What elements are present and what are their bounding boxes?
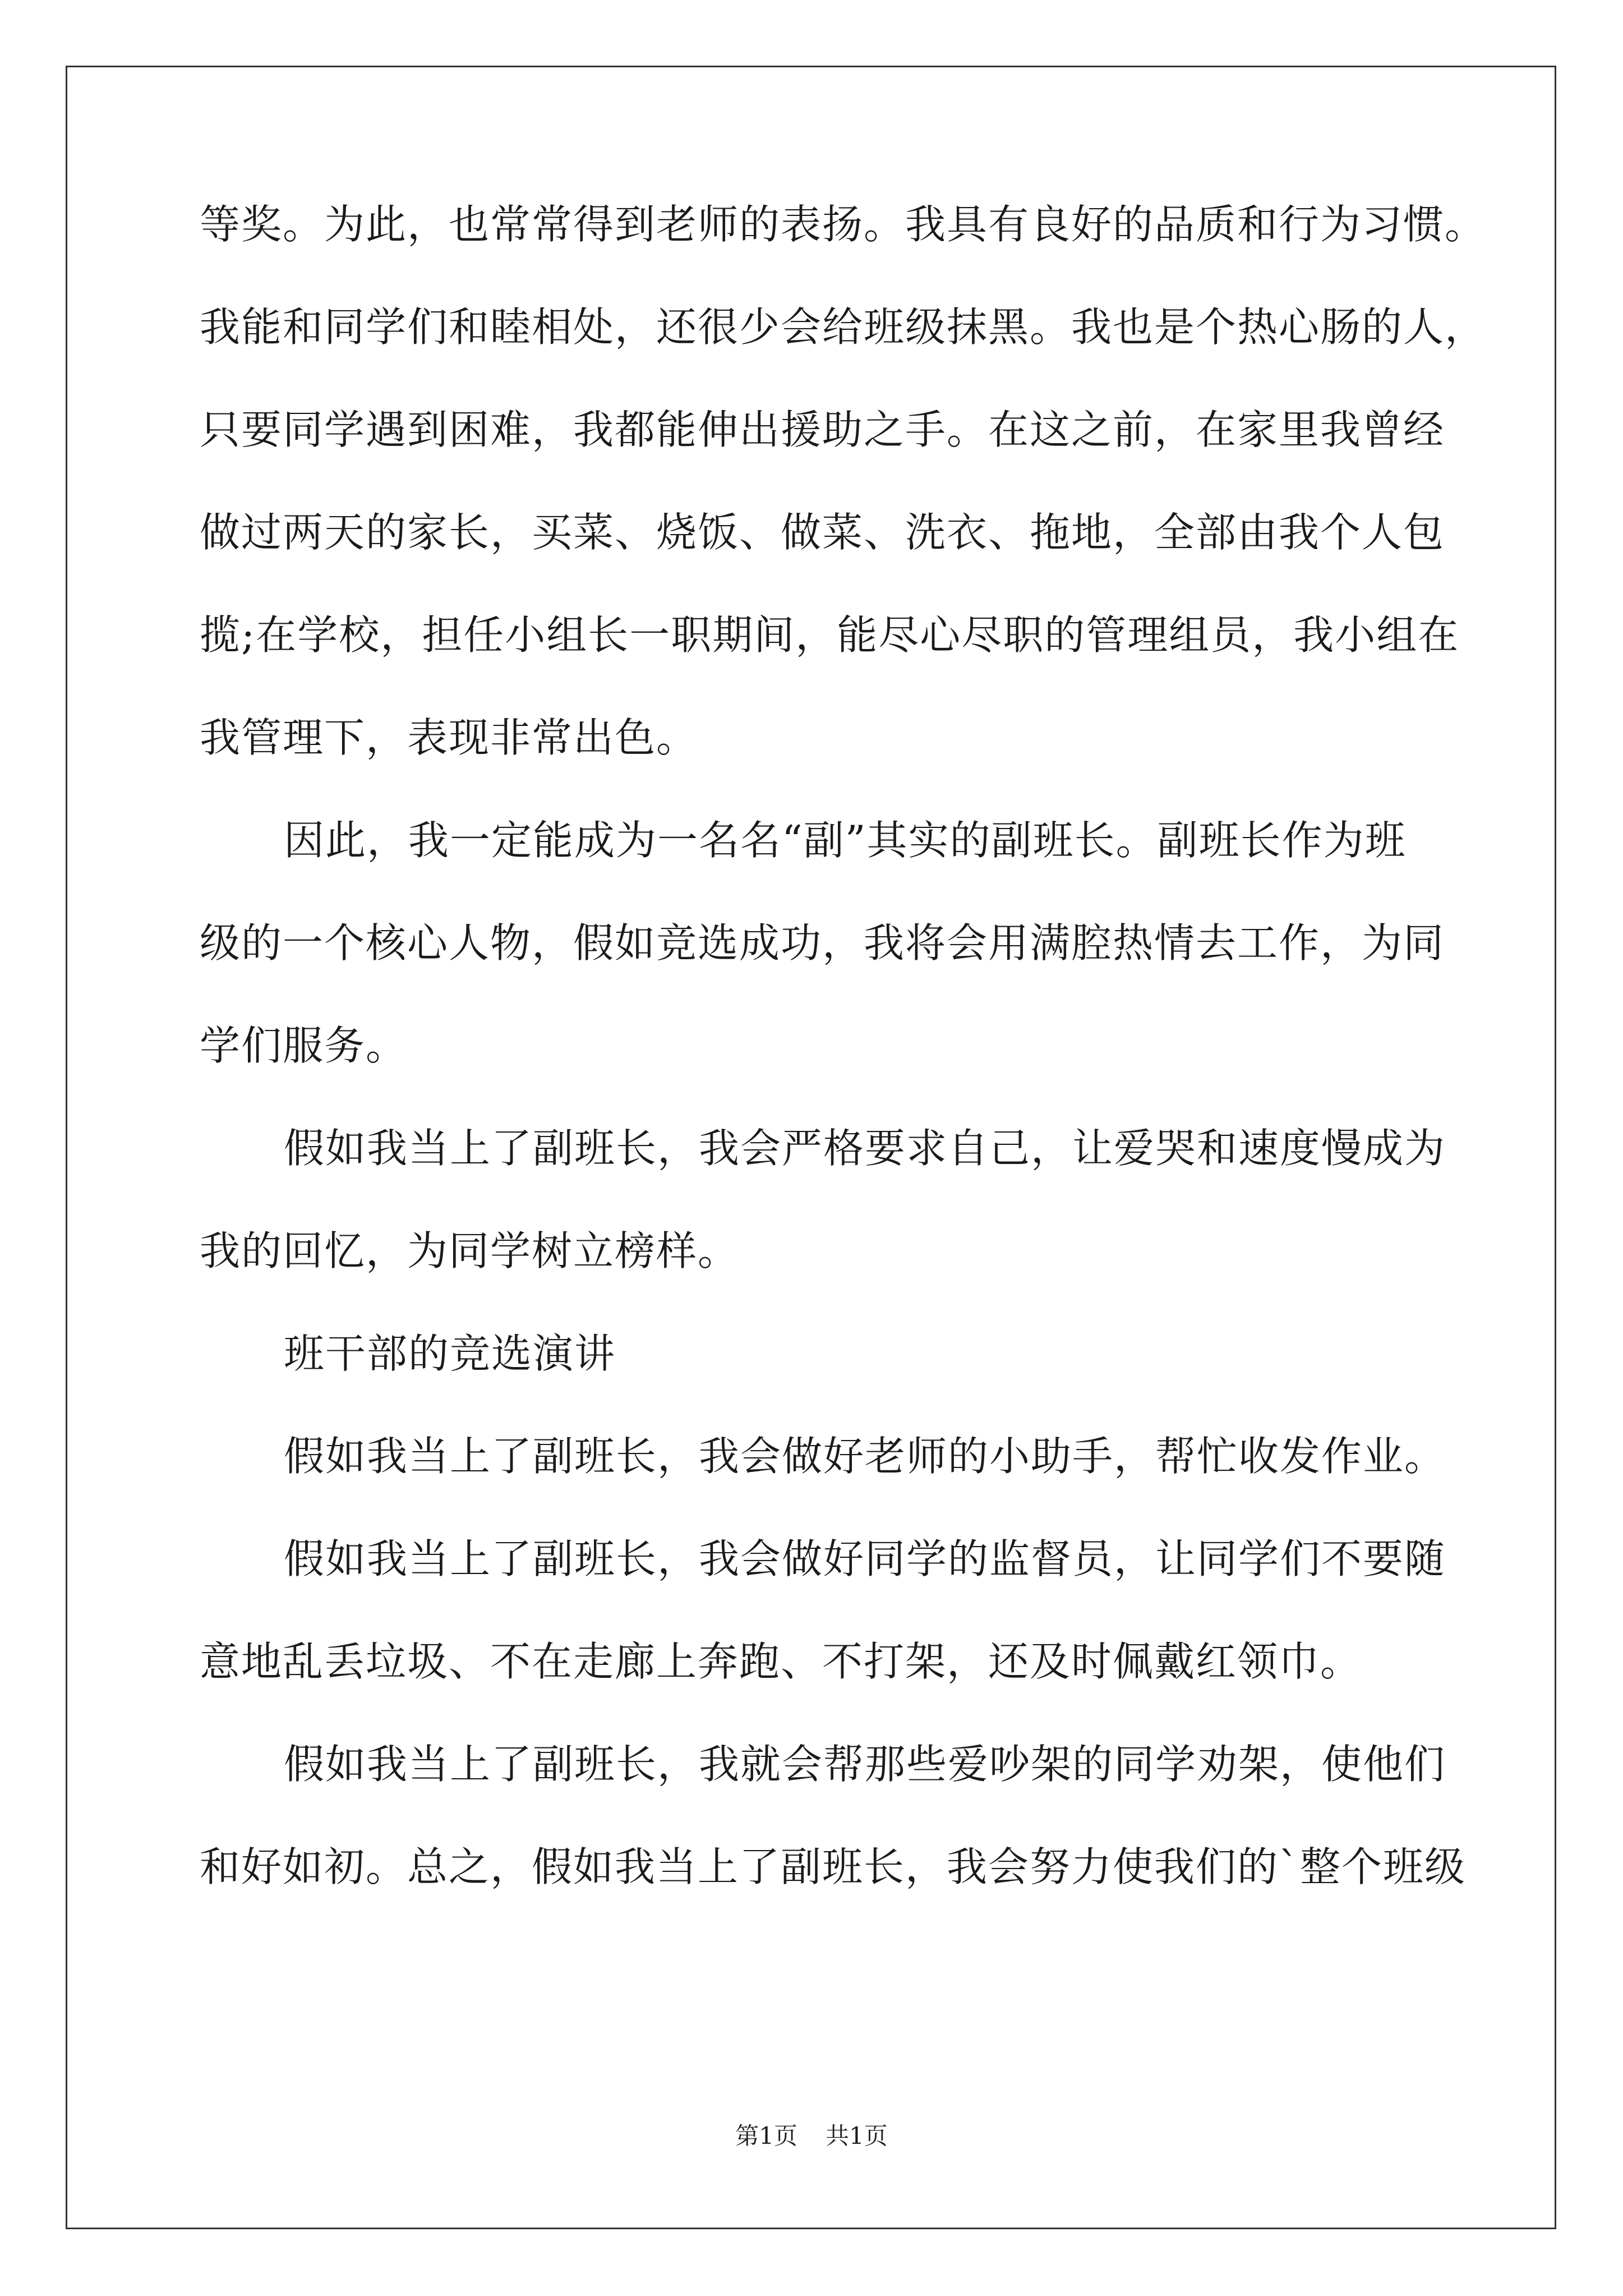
text-line: 意地乱丢垃圾、不在走廊上奔跑、不打架，还及时佩戴红领巾。	[200, 1638, 1362, 1685]
text-line: 和好如初。总之，假如我当上了副班长，我会努力使我们的`整个班级	[200, 1843, 1467, 1890]
text-line: 揽;在学校，担任小组长一职期间，能尽心尽职的管理组员，我小组在	[200, 611, 1460, 659]
text-line: 学们服务。	[200, 1022, 408, 1069]
paragraph-start-line: 假如我当上了副班长，我就会帮那些爱吵架的同学劝架，使他们	[284, 1741, 1446, 1788]
page-total: 共1页	[826, 2122, 888, 2150]
paragraph-start-line: 假如我当上了副班长，我会做好老师的小助手，帮忙收发作业。	[284, 1433, 1446, 1480]
paragraph-start-line: 假如我当上了副班长，我会做好同学的监督员，让同学们不要随	[284, 1535, 1446, 1582]
text-line: 做过两天的家长，买菜、烧饭、做菜、洗衣、拖地，全部由我个人包	[200, 509, 1445, 556]
section-heading: 班干部的竞选演讲	[284, 1330, 616, 1377]
text-line: 只要同学遇到困难，我都能伸出援助之手。在这之前，在家里我曾经	[200, 406, 1445, 453]
paragraph-start-line: 假如我当上了副班长，我会严格要求自己，让爱哭和速度慢成为	[284, 1125, 1446, 1172]
text-line: 级的一个核心人物，假如竞选成功，我将会用满腔热情去工作，为同	[200, 919, 1445, 967]
text-line: 我能和同学们和睦相处，还很少会给班级抹黑。我也是个热心肠的人，	[200, 303, 1487, 351]
page-footer	[0, 2119, 1623, 2153]
page-number: 第1页	[735, 2122, 797, 2150]
text-line: 等奖。为此，也常常得到老师的表扬。我具有良好的品质和行为习惯。	[200, 201, 1487, 248]
text-line: 我管理下，表现非常出色。	[200, 714, 698, 761]
paragraph-start-line: 因此，我一定能成为一名名“副”其实的副班长。副班长作为班	[284, 817, 1407, 864]
text-line: 我的回忆，为同学树立榜样。	[200, 1227, 740, 1274]
